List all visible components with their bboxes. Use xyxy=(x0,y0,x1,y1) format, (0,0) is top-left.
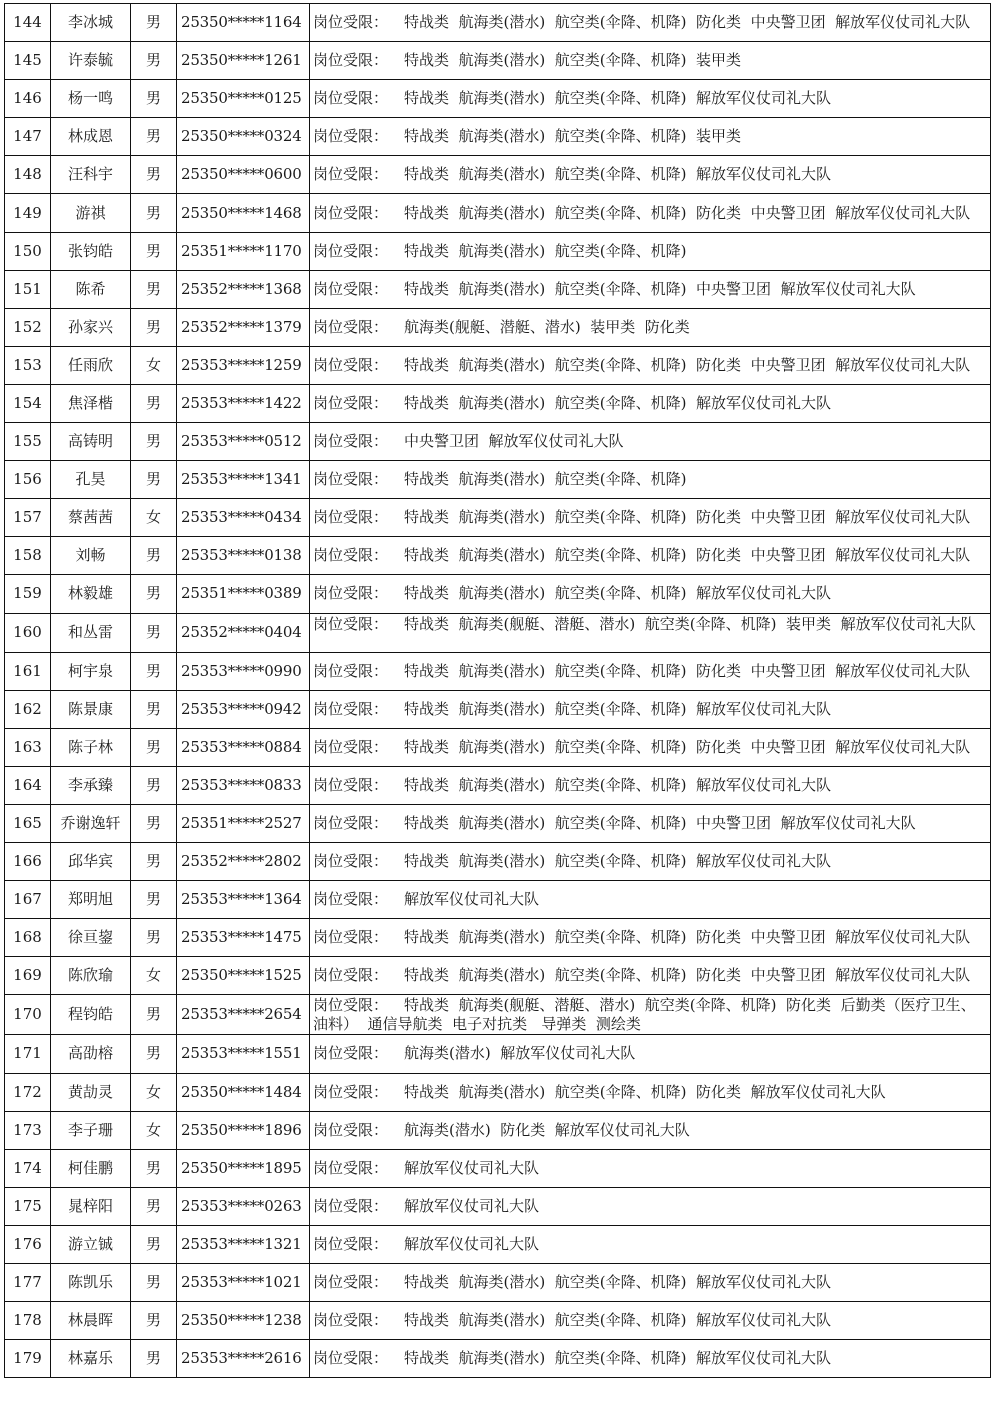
restriction-values: 特战类 航海类(潜水) 航空类(伞降、机降) 防化类 中央警卫团 解放军仪仗司礼大队 xyxy=(404,737,971,756)
table-row xyxy=(5,232,991,270)
row-number: 146 xyxy=(5,80,51,118)
restriction-label: 岗位受限： xyxy=(313,203,389,222)
restriction-values: 特战类 航海类(潜水) 航空类(伞降、机降) 防化类 中央警卫团 解放军仪仗司礼大队 xyxy=(404,203,971,222)
table-row xyxy=(5,1149,991,1187)
table-row xyxy=(5,156,991,194)
row-number: 171 xyxy=(5,1035,51,1073)
person-name: 游祺 xyxy=(51,194,131,232)
id-number-masked: 25353*****0942 xyxy=(177,690,310,728)
restriction-label: 岗位受限： xyxy=(313,13,389,32)
person-name: 高铸明 xyxy=(51,423,131,461)
gender: 男 xyxy=(131,804,177,842)
gender: 男 xyxy=(131,308,177,346)
gender: 男 xyxy=(131,766,177,804)
post-restrictions xyxy=(310,613,991,652)
restriction-label: 岗位受限： xyxy=(313,127,389,146)
person-name: 孔昊 xyxy=(51,461,131,499)
table-row xyxy=(5,804,991,842)
post-restrictions xyxy=(310,1035,991,1073)
restriction-values: 特战类 航海类(潜水) 航空类(伞降、机降) 装甲类 xyxy=(404,127,742,146)
post-restrictions xyxy=(310,957,991,995)
table-row xyxy=(5,957,991,995)
restriction-label: 岗位受限： xyxy=(313,508,389,527)
id-number-masked: 25353*****1341 xyxy=(177,461,310,499)
id-number-masked: 25350*****1896 xyxy=(177,1111,310,1149)
id-number-masked: 25353*****1321 xyxy=(177,1225,310,1263)
restriction-values: 特战类 航海类(潜水) 航空类(伞降、机降) xyxy=(404,470,687,489)
id-number-masked: 25353*****0434 xyxy=(177,499,310,537)
restriction-label: 岗位受限： xyxy=(313,614,389,633)
person-name: 陈景康 xyxy=(51,690,131,728)
gender: 男 xyxy=(131,1149,177,1187)
row-number: 150 xyxy=(5,232,51,270)
row-number: 145 xyxy=(5,42,51,80)
person-name: 陈希 xyxy=(51,270,131,308)
restriction-values: 特战类 航海类(潜水) 航空类(伞降、机降) 防化类 中央警卫团 解放军仪仗司礼大队 xyxy=(404,355,971,374)
person-name: 焦泽楷 xyxy=(51,384,131,422)
row-number: 175 xyxy=(5,1187,51,1225)
restriction-label: 岗位受限： xyxy=(313,393,389,412)
id-number-masked: 25352*****2802 xyxy=(177,843,310,881)
post-restrictions xyxy=(310,156,991,194)
table-row xyxy=(5,575,991,613)
table-row xyxy=(5,1225,991,1263)
person-name: 陈子林 xyxy=(51,728,131,766)
id-number-masked: 25350*****1238 xyxy=(177,1302,310,1340)
id-number-masked: 25350*****0125 xyxy=(177,80,310,118)
table-row xyxy=(5,843,991,881)
table-row xyxy=(5,1340,991,1378)
id-number-masked: 25353*****1259 xyxy=(177,346,310,384)
restriction-label: 岗位受限： xyxy=(313,661,389,680)
id-number-masked: 25350*****1261 xyxy=(177,42,310,80)
person-name: 高劭榕 xyxy=(51,1035,131,1073)
person-name: 孙家兴 xyxy=(51,308,131,346)
gender: 女 xyxy=(131,499,177,537)
post-restrictions xyxy=(310,1187,991,1225)
table-row xyxy=(5,423,991,461)
restriction-values: 航海类(潜水) 防化类 解放军仪仗司礼大队 xyxy=(404,1120,690,1139)
post-restrictions xyxy=(310,118,991,156)
table-row xyxy=(5,766,991,804)
id-number-masked: 25350*****1484 xyxy=(177,1073,310,1111)
restriction-values: 特战类 航海类(潜水) 航空类(伞降、机降) 防化类 中央警卫团 解放军仪仗司礼大队 xyxy=(404,508,971,527)
restriction-values: 特战类 航海类(潜水) 航空类(伞降、机降) 防化类 中央警卫团 解放军仪仗司礼大队 xyxy=(404,966,971,985)
restriction-values: 特战类 航海类(潜水) 航空类(伞降、机降) 解放军仪仗司礼大队 xyxy=(404,1349,832,1368)
row-number: 162 xyxy=(5,690,51,728)
gender: 女 xyxy=(131,1073,177,1111)
gender: 男 xyxy=(131,42,177,80)
post-restrictions xyxy=(310,80,991,118)
person-name: 游立铖 xyxy=(51,1225,131,1263)
row-number: 152 xyxy=(5,308,51,346)
row-number: 144 xyxy=(5,4,51,42)
id-number-masked: 25350*****0324 xyxy=(177,118,310,156)
post-restrictions xyxy=(310,270,991,308)
restriction-label: 岗位受限： xyxy=(313,814,389,833)
person-name: 晁梓阳 xyxy=(51,1187,131,1225)
gender: 女 xyxy=(131,346,177,384)
id-number-masked: 25350*****1895 xyxy=(177,1149,310,1187)
row-number: 178 xyxy=(5,1302,51,1340)
restriction-label: 岗位受限： xyxy=(313,584,389,603)
row-number: 147 xyxy=(5,118,51,156)
table-row xyxy=(5,1111,991,1149)
table-row xyxy=(5,881,991,919)
id-number-masked: 25353*****0990 xyxy=(177,652,310,690)
post-restrictions xyxy=(310,728,991,766)
row-number: 160 xyxy=(5,613,51,652)
gender: 男 xyxy=(131,995,177,1035)
restriction-values: 特战类 航海类(潜水) 航空类(伞降、机降) 解放军仪仗司礼大队 xyxy=(404,1273,832,1292)
row-number: 169 xyxy=(5,957,51,995)
gender: 男 xyxy=(131,270,177,308)
row-number: 176 xyxy=(5,1225,51,1263)
restriction-values: 特战类 航海类(潜水) 航空类(伞降、机降) 防化类 中央警卫团 解放军仪仗司礼大队 xyxy=(404,13,971,32)
person-name: 张钧皓 xyxy=(51,232,131,270)
person-name: 程钧皓 xyxy=(51,995,131,1035)
row-number: 166 xyxy=(5,843,51,881)
post-restrictions xyxy=(310,308,991,346)
row-number: 161 xyxy=(5,652,51,690)
person-name: 陈欣瑜 xyxy=(51,957,131,995)
restriction-values: 解放军仪仗司礼大队 xyxy=(404,1196,540,1215)
restriction-label: 岗位受限： xyxy=(313,1158,389,1177)
id-number-masked: 25353*****2654 xyxy=(177,995,310,1035)
id-number-masked: 25350*****1164 xyxy=(177,4,310,42)
restriction-values: 中央警卫团 解放军仪仗司礼大队 xyxy=(404,432,624,451)
post-restrictions xyxy=(310,499,991,537)
post-restrictions xyxy=(310,346,991,384)
restriction-label: 岗位受限： xyxy=(313,737,389,756)
restriction-values: 解放军仪仗司礼大队 xyxy=(404,1234,540,1253)
table-row xyxy=(5,194,991,232)
restriction-label: 岗位受限： xyxy=(313,1044,389,1063)
restriction-label: 岗位受限： xyxy=(313,89,389,108)
restriction-values: 解放军仪仗司礼大队 xyxy=(404,890,540,909)
person-name: 徐亘鋆 xyxy=(51,919,131,957)
gender: 男 xyxy=(131,461,177,499)
restriction-label: 岗位受限： xyxy=(313,279,389,298)
person-name: 邱华宾 xyxy=(51,843,131,881)
restriction-label: 岗位受限： xyxy=(313,432,389,451)
table-body xyxy=(5,4,991,1378)
restriction-label: 岗位受限： xyxy=(313,852,389,871)
restriction-values: 特战类 航海类(潜水) 航空类(伞降、机降) xyxy=(404,241,687,260)
restriction-values: 特战类 航海类(潜水) 航空类(伞降、机降) 防化类 中央警卫团 解放军仪仗司礼大队 xyxy=(404,546,971,565)
row-number: 154 xyxy=(5,384,51,422)
table-row xyxy=(5,4,991,42)
gender: 男 xyxy=(131,1264,177,1302)
gender: 男 xyxy=(131,919,177,957)
gender: 男 xyxy=(131,423,177,461)
post-restrictions xyxy=(310,575,991,613)
restriction-label: 岗位受限： xyxy=(313,966,389,985)
table-row xyxy=(5,537,991,575)
row-number: 168 xyxy=(5,919,51,957)
restriction-label: 岗位受限： xyxy=(313,1120,389,1139)
id-number-masked: 25353*****2616 xyxy=(177,1340,310,1378)
restriction-values: 特战类 航海类(潜水) 航空类(伞降、机降) 解放军仪仗司礼大队 xyxy=(404,165,832,184)
restriction-table xyxy=(4,3,991,1378)
restriction-label: 岗位受限： xyxy=(313,928,389,947)
table-row xyxy=(5,613,991,652)
table-row xyxy=(5,919,991,957)
post-restrictions xyxy=(310,461,991,499)
row-number: 148 xyxy=(5,156,51,194)
restriction-label: 岗位受限： xyxy=(313,775,389,794)
post-restrictions xyxy=(310,537,991,575)
roster-sheet xyxy=(4,3,990,1378)
restriction-label: 岗位受限： xyxy=(313,317,389,336)
id-number-masked: 25350*****1525 xyxy=(177,957,310,995)
restriction-values: 解放军仪仗司礼大队 xyxy=(404,1158,540,1177)
gender: 男 xyxy=(131,4,177,42)
restriction-values: 特战类 航海类(潜水) 航空类(伞降、机降) 解放军仪仗司礼大队 xyxy=(404,775,832,794)
gender: 男 xyxy=(131,843,177,881)
restriction-values: 航海类(潜水) 解放军仪仗司礼大队 xyxy=(404,1044,636,1063)
post-restrictions xyxy=(310,881,991,919)
gender: 女 xyxy=(131,957,177,995)
table-row xyxy=(5,1187,991,1225)
table-row xyxy=(5,690,991,728)
post-restrictions xyxy=(310,1073,991,1111)
table-row xyxy=(5,995,991,1035)
person-name: 刘畅 xyxy=(51,537,131,575)
person-name: 柯宇泉 xyxy=(51,652,131,690)
post-restrictions xyxy=(310,1149,991,1187)
restriction-label: 岗位受限： xyxy=(313,1349,389,1368)
id-number-masked: 25350*****0600 xyxy=(177,156,310,194)
id-number-masked: 25353*****1364 xyxy=(177,881,310,919)
post-restrictions xyxy=(310,1340,991,1378)
post-restrictions xyxy=(310,919,991,957)
table-row xyxy=(5,728,991,766)
gender: 男 xyxy=(131,80,177,118)
table-row xyxy=(5,42,991,80)
row-number: 158 xyxy=(5,537,51,575)
person-name: 李承臻 xyxy=(51,766,131,804)
id-number-masked: 25353*****1475 xyxy=(177,919,310,957)
gender: 女 xyxy=(131,1111,177,1149)
gender: 男 xyxy=(131,194,177,232)
gender: 男 xyxy=(131,537,177,575)
person-name: 林成恩 xyxy=(51,118,131,156)
restriction-label: 岗位受限： xyxy=(313,470,389,489)
person-name: 林晨晖 xyxy=(51,1302,131,1340)
row-number: 173 xyxy=(5,1111,51,1149)
person-name: 李子珊 xyxy=(51,1111,131,1149)
restriction-values: 特战类 航海类(潜水) 航空类(伞降、机降) 防化类 中央警卫团 解放军仪仗司礼大队 xyxy=(404,661,971,680)
post-restrictions xyxy=(310,804,991,842)
row-number: 174 xyxy=(5,1149,51,1187)
table-row xyxy=(5,1073,991,1111)
restriction-label: 岗位受限： xyxy=(313,165,389,184)
id-number-masked: 25353*****0263 xyxy=(177,1187,310,1225)
row-number: 157 xyxy=(5,499,51,537)
restriction-values: 特战类 航海类(潜水) 航空类(伞降、机降) 装甲类 xyxy=(404,51,742,70)
table-row xyxy=(5,270,991,308)
table-row xyxy=(5,308,991,346)
person-name: 蔡茜茜 xyxy=(51,499,131,537)
gender: 男 xyxy=(131,156,177,194)
restriction-values: 特战类 航海类(潜水) 航空类(伞降、机降) 中央警卫团 解放军仪仗司礼大队 xyxy=(404,279,916,298)
id-number-masked: 25353*****1422 xyxy=(177,384,310,422)
row-number: 179 xyxy=(5,1340,51,1378)
id-number-masked: 25350*****1468 xyxy=(177,194,310,232)
row-number: 156 xyxy=(5,461,51,499)
post-restrictions xyxy=(310,42,991,80)
gender: 男 xyxy=(131,232,177,270)
restriction-values: 特战类 航海类(潜水) 航空类(伞降、机降) 解放军仪仗司礼大队 xyxy=(404,852,832,871)
person-name: 林毅雄 xyxy=(51,575,131,613)
restriction-label: 岗位受限： xyxy=(313,546,389,565)
row-number: 170 xyxy=(5,995,51,1035)
post-restrictions xyxy=(310,4,991,42)
post-restrictions xyxy=(310,1111,991,1149)
post-restrictions xyxy=(310,766,991,804)
id-number-masked: 25353*****0884 xyxy=(177,728,310,766)
id-number-masked: 25352*****1368 xyxy=(177,270,310,308)
row-number: 153 xyxy=(5,346,51,384)
gender: 男 xyxy=(131,1302,177,1340)
post-restrictions xyxy=(310,995,991,1035)
post-restrictions xyxy=(310,1302,991,1340)
table-row xyxy=(5,461,991,499)
table-row xyxy=(5,80,991,118)
post-restrictions xyxy=(310,652,991,690)
gender: 男 xyxy=(131,1340,177,1378)
restriction-values: 航海类(舰艇、潜艇、潜水) 装甲类 防化类 xyxy=(404,317,690,336)
restriction-label: 岗位受限： xyxy=(313,890,389,909)
id-number-masked: 25353*****0138 xyxy=(177,537,310,575)
restriction-label: 岗位受限： xyxy=(313,355,389,374)
row-number: 149 xyxy=(5,194,51,232)
restriction-values: 特战类 航海类(潜水) 航空类(伞降、机降) 防化类 解放军仪仗司礼大队 xyxy=(404,1082,886,1101)
id-number-masked: 25352*****1379 xyxy=(177,308,310,346)
restriction-label: 岗位受限： xyxy=(313,1311,389,1330)
gender: 男 xyxy=(131,881,177,919)
table-row xyxy=(5,118,991,156)
row-number: 159 xyxy=(5,575,51,613)
person-name: 许泰毓 xyxy=(51,42,131,80)
table-row xyxy=(5,652,991,690)
id-number-masked: 25351*****1170 xyxy=(177,232,310,270)
restriction-label: 岗位受限： xyxy=(313,699,389,718)
person-name: 黄劼灵 xyxy=(51,1073,131,1111)
restriction-values: 特战类 航海类(潜水) 航空类(伞降、机降) 解放军仪仗司礼大队 xyxy=(404,89,832,108)
restriction-values: 特战类 航海类(潜水) 航空类(伞降、机降) 解放军仪仗司礼大队 xyxy=(404,393,832,412)
person-name: 陈凯乐 xyxy=(51,1264,131,1302)
person-name: 乔谢逸轩 xyxy=(51,804,131,842)
row-number: 177 xyxy=(5,1264,51,1302)
id-number-masked: 25351*****0389 xyxy=(177,575,310,613)
gender: 男 xyxy=(131,690,177,728)
restriction-values: 特战类 航海类(潜水) 航空类(伞降、机降) 防化类 中央警卫团 解放军仪仗司礼大队 xyxy=(404,928,971,947)
person-name: 任雨欣 xyxy=(51,346,131,384)
id-number-masked: 25351*****2527 xyxy=(177,804,310,842)
table-row xyxy=(5,1035,991,1073)
id-number-masked: 25353*****0512 xyxy=(177,423,310,461)
restriction-label: 岗位受限： xyxy=(313,996,389,1015)
table-row xyxy=(5,1264,991,1302)
gender: 男 xyxy=(131,1225,177,1263)
person-name: 林嘉乐 xyxy=(51,1340,131,1378)
gender: 男 xyxy=(131,613,177,652)
gender: 男 xyxy=(131,1187,177,1225)
restriction-values: 特战类 航海类(潜水) 航空类(伞降、机降) 解放军仪仗司礼大队 xyxy=(404,584,832,603)
row-number: 164 xyxy=(5,766,51,804)
post-restrictions xyxy=(310,1225,991,1263)
table-row xyxy=(5,1302,991,1340)
gender: 男 xyxy=(131,575,177,613)
restriction-values: 特战类 航海类(舰艇、潜艇、潜水) 航空类(伞降、机降) 装甲类 解放军仪仗司礼大队 xyxy=(404,614,976,633)
table-row xyxy=(5,384,991,422)
post-restrictions xyxy=(310,384,991,422)
row-number: 165 xyxy=(5,804,51,842)
restriction-label: 岗位受限： xyxy=(313,51,389,70)
restriction-values: 特战类 航海类(潜水) 航空类(伞降、机降) 中央警卫团 解放军仪仗司礼大队 xyxy=(404,814,916,833)
post-restrictions xyxy=(310,194,991,232)
post-restrictions xyxy=(310,843,991,881)
person-name: 和丛雷 xyxy=(51,613,131,652)
person-name: 汪科宇 xyxy=(51,156,131,194)
row-number: 163 xyxy=(5,728,51,766)
restriction-label: 岗位受限： xyxy=(313,241,389,260)
gender: 男 xyxy=(131,1035,177,1073)
restriction-label: 岗位受限： xyxy=(313,1196,389,1215)
id-number-masked: 25353*****1021 xyxy=(177,1264,310,1302)
restriction-values: 特战类 航海类(潜水) 航空类(伞降、机降) 解放军仪仗司礼大队 xyxy=(404,699,832,718)
restriction-values: 特战类 航海类(舰艇、潜艇、潜水) 航空类(伞降、机降) 防化类 后勤类（医疗卫生、油料） 通信导航类 电子对抗类 导弹类 测绘类 xyxy=(313,996,976,1034)
gender: 男 xyxy=(131,118,177,156)
table-row xyxy=(5,346,991,384)
id-number-masked: 25353*****0833 xyxy=(177,766,310,804)
row-number: 167 xyxy=(5,881,51,919)
gender: 男 xyxy=(131,728,177,766)
id-number-masked: 25352*****0404 xyxy=(177,613,310,652)
post-restrictions xyxy=(310,232,991,270)
restriction-label: 岗位受限： xyxy=(313,1082,389,1101)
restriction-values: 特战类 航海类(潜水) 航空类(伞降、机降) 解放军仪仗司礼大队 xyxy=(404,1311,832,1330)
person-name: 郑明旭 xyxy=(51,881,131,919)
gender: 男 xyxy=(131,652,177,690)
restriction-label: 岗位受限： xyxy=(313,1273,389,1292)
post-restrictions xyxy=(310,690,991,728)
gender: 男 xyxy=(131,384,177,422)
row-number: 172 xyxy=(5,1073,51,1111)
id-number-masked: 25353*****1551 xyxy=(177,1035,310,1073)
post-restrictions xyxy=(310,1264,991,1302)
post-restrictions xyxy=(310,423,991,461)
table-row xyxy=(5,499,991,537)
person-name: 杨一鸣 xyxy=(51,80,131,118)
row-number: 151 xyxy=(5,270,51,308)
row-number: 155 xyxy=(5,423,51,461)
restriction-label: 岗位受限： xyxy=(313,1234,389,1253)
person-name: 柯佳鹏 xyxy=(51,1149,131,1187)
person-name: 李冰城 xyxy=(51,4,131,42)
